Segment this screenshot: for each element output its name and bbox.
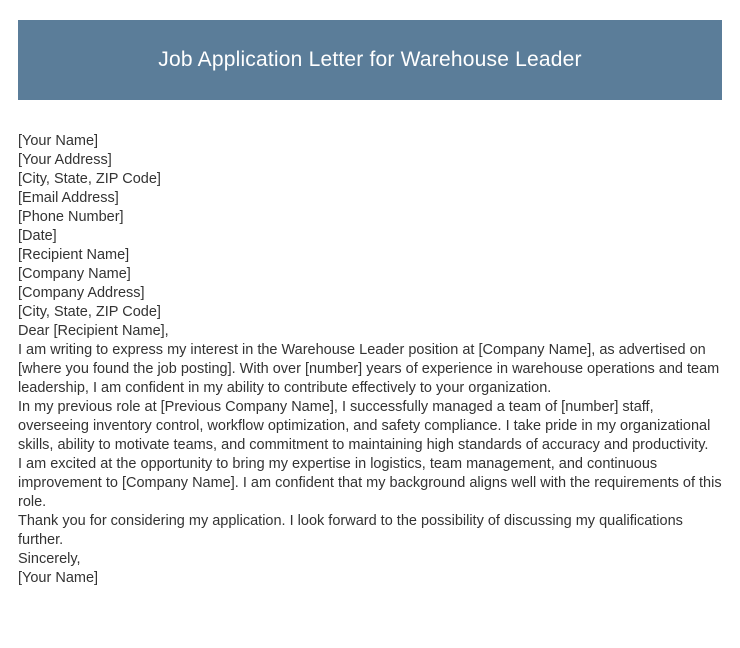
- recipient-name: [Recipient Name]: [18, 247, 130, 263]
- sender-block: [18, 132, 724, 246]
- sender-address: [Your Address]: [18, 152, 112, 168]
- recipient-block: [18, 246, 724, 322]
- sender-city-state-zip: [City, State, ZIP Code]: [18, 171, 161, 187]
- closing: Sincerely,: [18, 551, 81, 567]
- page-title: Job Application Letter for Warehouse Leader: [158, 48, 582, 72]
- paragraph-1: I am writing to express my interest in the Warehouse Leader position at [Company Name], as advertised on [where you found the job posting]. With over [number] years of experience in warehouse operations and team leadership, I am confident in my ability to contribute effectively to your organization.: [18, 342, 720, 396]
- sender-name: [Your Name]: [18, 133, 99, 149]
- document-header-band: [18, 20, 722, 100]
- sender-email: [Email Address]: [18, 190, 119, 206]
- salutation: Dear [Recipient Name],: [18, 323, 169, 339]
- paragraph-4: Thank you for considering my application. I look forward to the possibility of discussing my qualifications further.: [18, 513, 683, 548]
- paragraph-3: I am excited at the opportunity to bring my expertise in logistics, team management, and continuous improvement to [Company Name]. I am confident that my background aligns well with the requirements of this role.: [18, 456, 722, 510]
- signature-name: [Your Name]: [18, 570, 99, 586]
- recipient-address: [Company Address]: [18, 285, 145, 301]
- letter-date: [Date]: [18, 228, 57, 244]
- sender-phone: [Phone Number]: [18, 209, 124, 225]
- paragraph-2: In my previous role at [Previous Company Name], I successfully managed a team of [number] staff, overseeing inventory control, workflow optimization, and safety compliance. I take pride in my organizational skills, ability to motivate teams, and commitment to maintaining high standards of accuracy and productivity.: [18, 399, 711, 453]
- letter-body: [18, 132, 724, 588]
- recipient-company: [Company Name]: [18, 266, 131, 282]
- recipient-city-state-zip: [City, State, ZIP Code]: [18, 304, 161, 320]
